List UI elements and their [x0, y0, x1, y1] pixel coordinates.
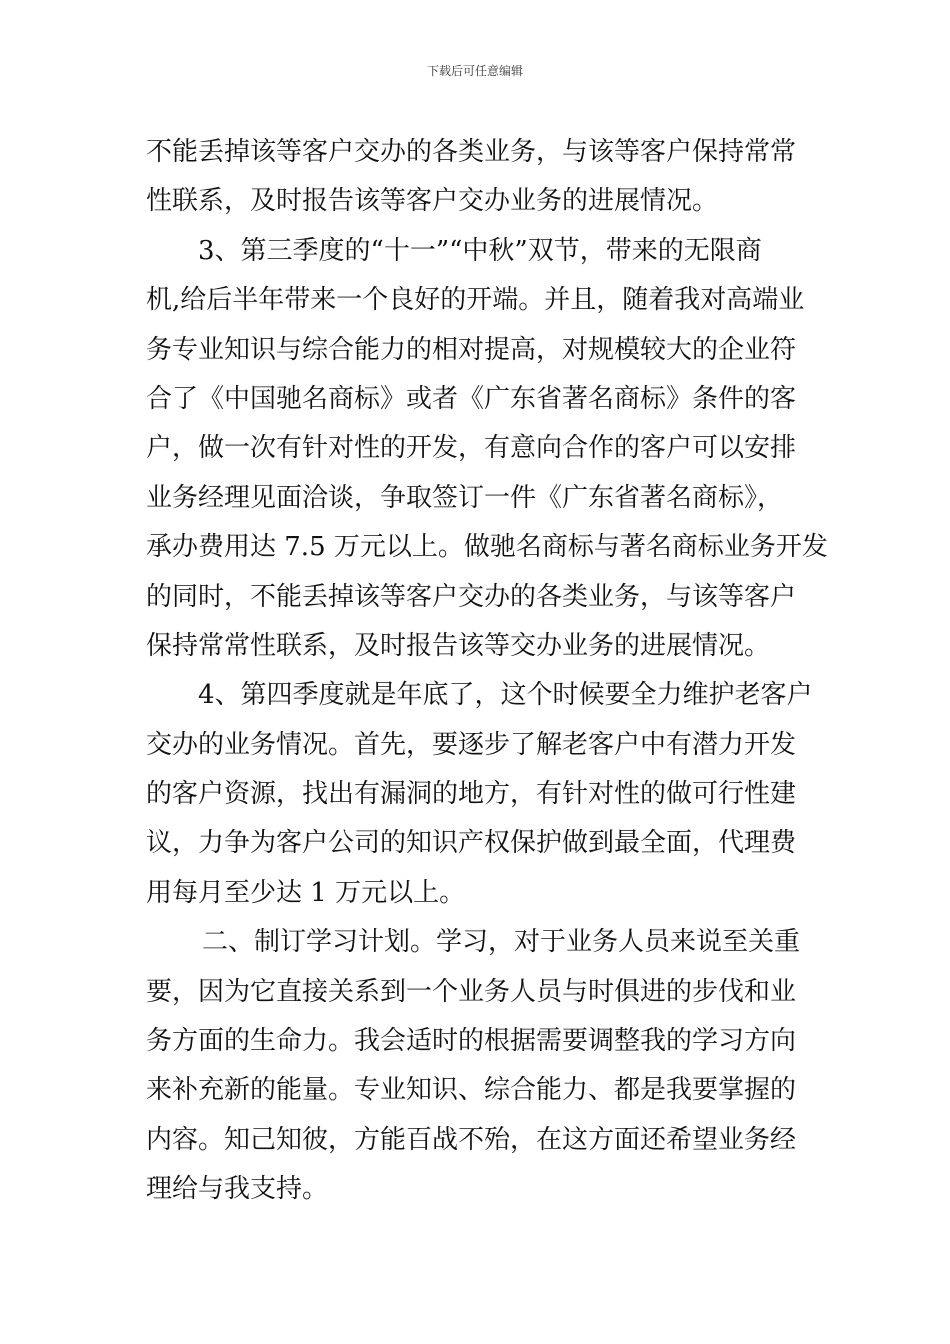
text-line: 业务经理见面洽谈，争取签订一件《广东省著名商标》，	[146, 482, 784, 513]
text-line: 性联系，及时报告该等客户交办业务的进展情况。	[146, 186, 719, 217]
text-line: 来补充新的能量。专业知识、综合能力、都是我要掌握的	[146, 1075, 797, 1106]
text-line: 用每月至少达 1 万元以上。	[146, 877, 466, 908]
text-line: 机,给后半年带来一个良好的开端。并且，随着我对高端业	[146, 285, 805, 316]
text-line: 的客户资源，找出有漏洞的地方，有针对性的做可行性建	[146, 779, 797, 810]
text-line: 合了《中国驰名商标》或者《广东省著名商标》条件的客	[146, 383, 797, 414]
text-line: 要，因为它直接关系到一个业务人员与时俱进的步伐和业	[146, 976, 797, 1007]
paragraph-start-line: 4、第四季度就是年底了，这个时候要全力维护老客户	[198, 680, 813, 711]
paragraph-start-line: 3、第三季度的“十一”“中秋”双节，带来的无限商	[198, 235, 762, 266]
text-line: 理给与我支持。	[146, 1174, 329, 1205]
text-line: 保持常常性联系，及时报告该等交办业务的进展情况。	[146, 630, 771, 661]
text-line: 户，做一次有针对性的开发，有意向合作的客户可以安排	[146, 433, 797, 464]
page-header: 下载后可任意编辑	[426, 64, 523, 78]
text-line: 务专业知识与综合能力的相对提高，对规模较大的企业符	[146, 334, 797, 365]
text-line: 的同时，不能丢掉该等客户交办的各类业务，与该等客户	[146, 581, 797, 612]
text-line: 务方面的生命力。我会适时的根据需要调整我的学习方向	[146, 1026, 797, 1057]
text-line: 承办费用达 7.5 万元以上。做驰名商标与著名商标业务开发	[146, 532, 828, 563]
text-line: 交办的业务情况。首先，要逐步了解老客户中有潜力开发	[146, 729, 797, 760]
paragraph-start-line: 二、制订学习计划。学习，对于业务人员来说至关重	[202, 927, 801, 958]
text-line: 内容。知己知彼，方能百战不殆，在这方面还希望业务经	[146, 1124, 797, 1155]
document-body	[146, 128, 828, 1215]
text-line: 议，力争为客户公司的知识产权保护做到最全面，代理费	[146, 828, 797, 859]
text-line: 不能丢掉该等客户交办的各类业务，与该等客户保持常常	[146, 137, 797, 167]
